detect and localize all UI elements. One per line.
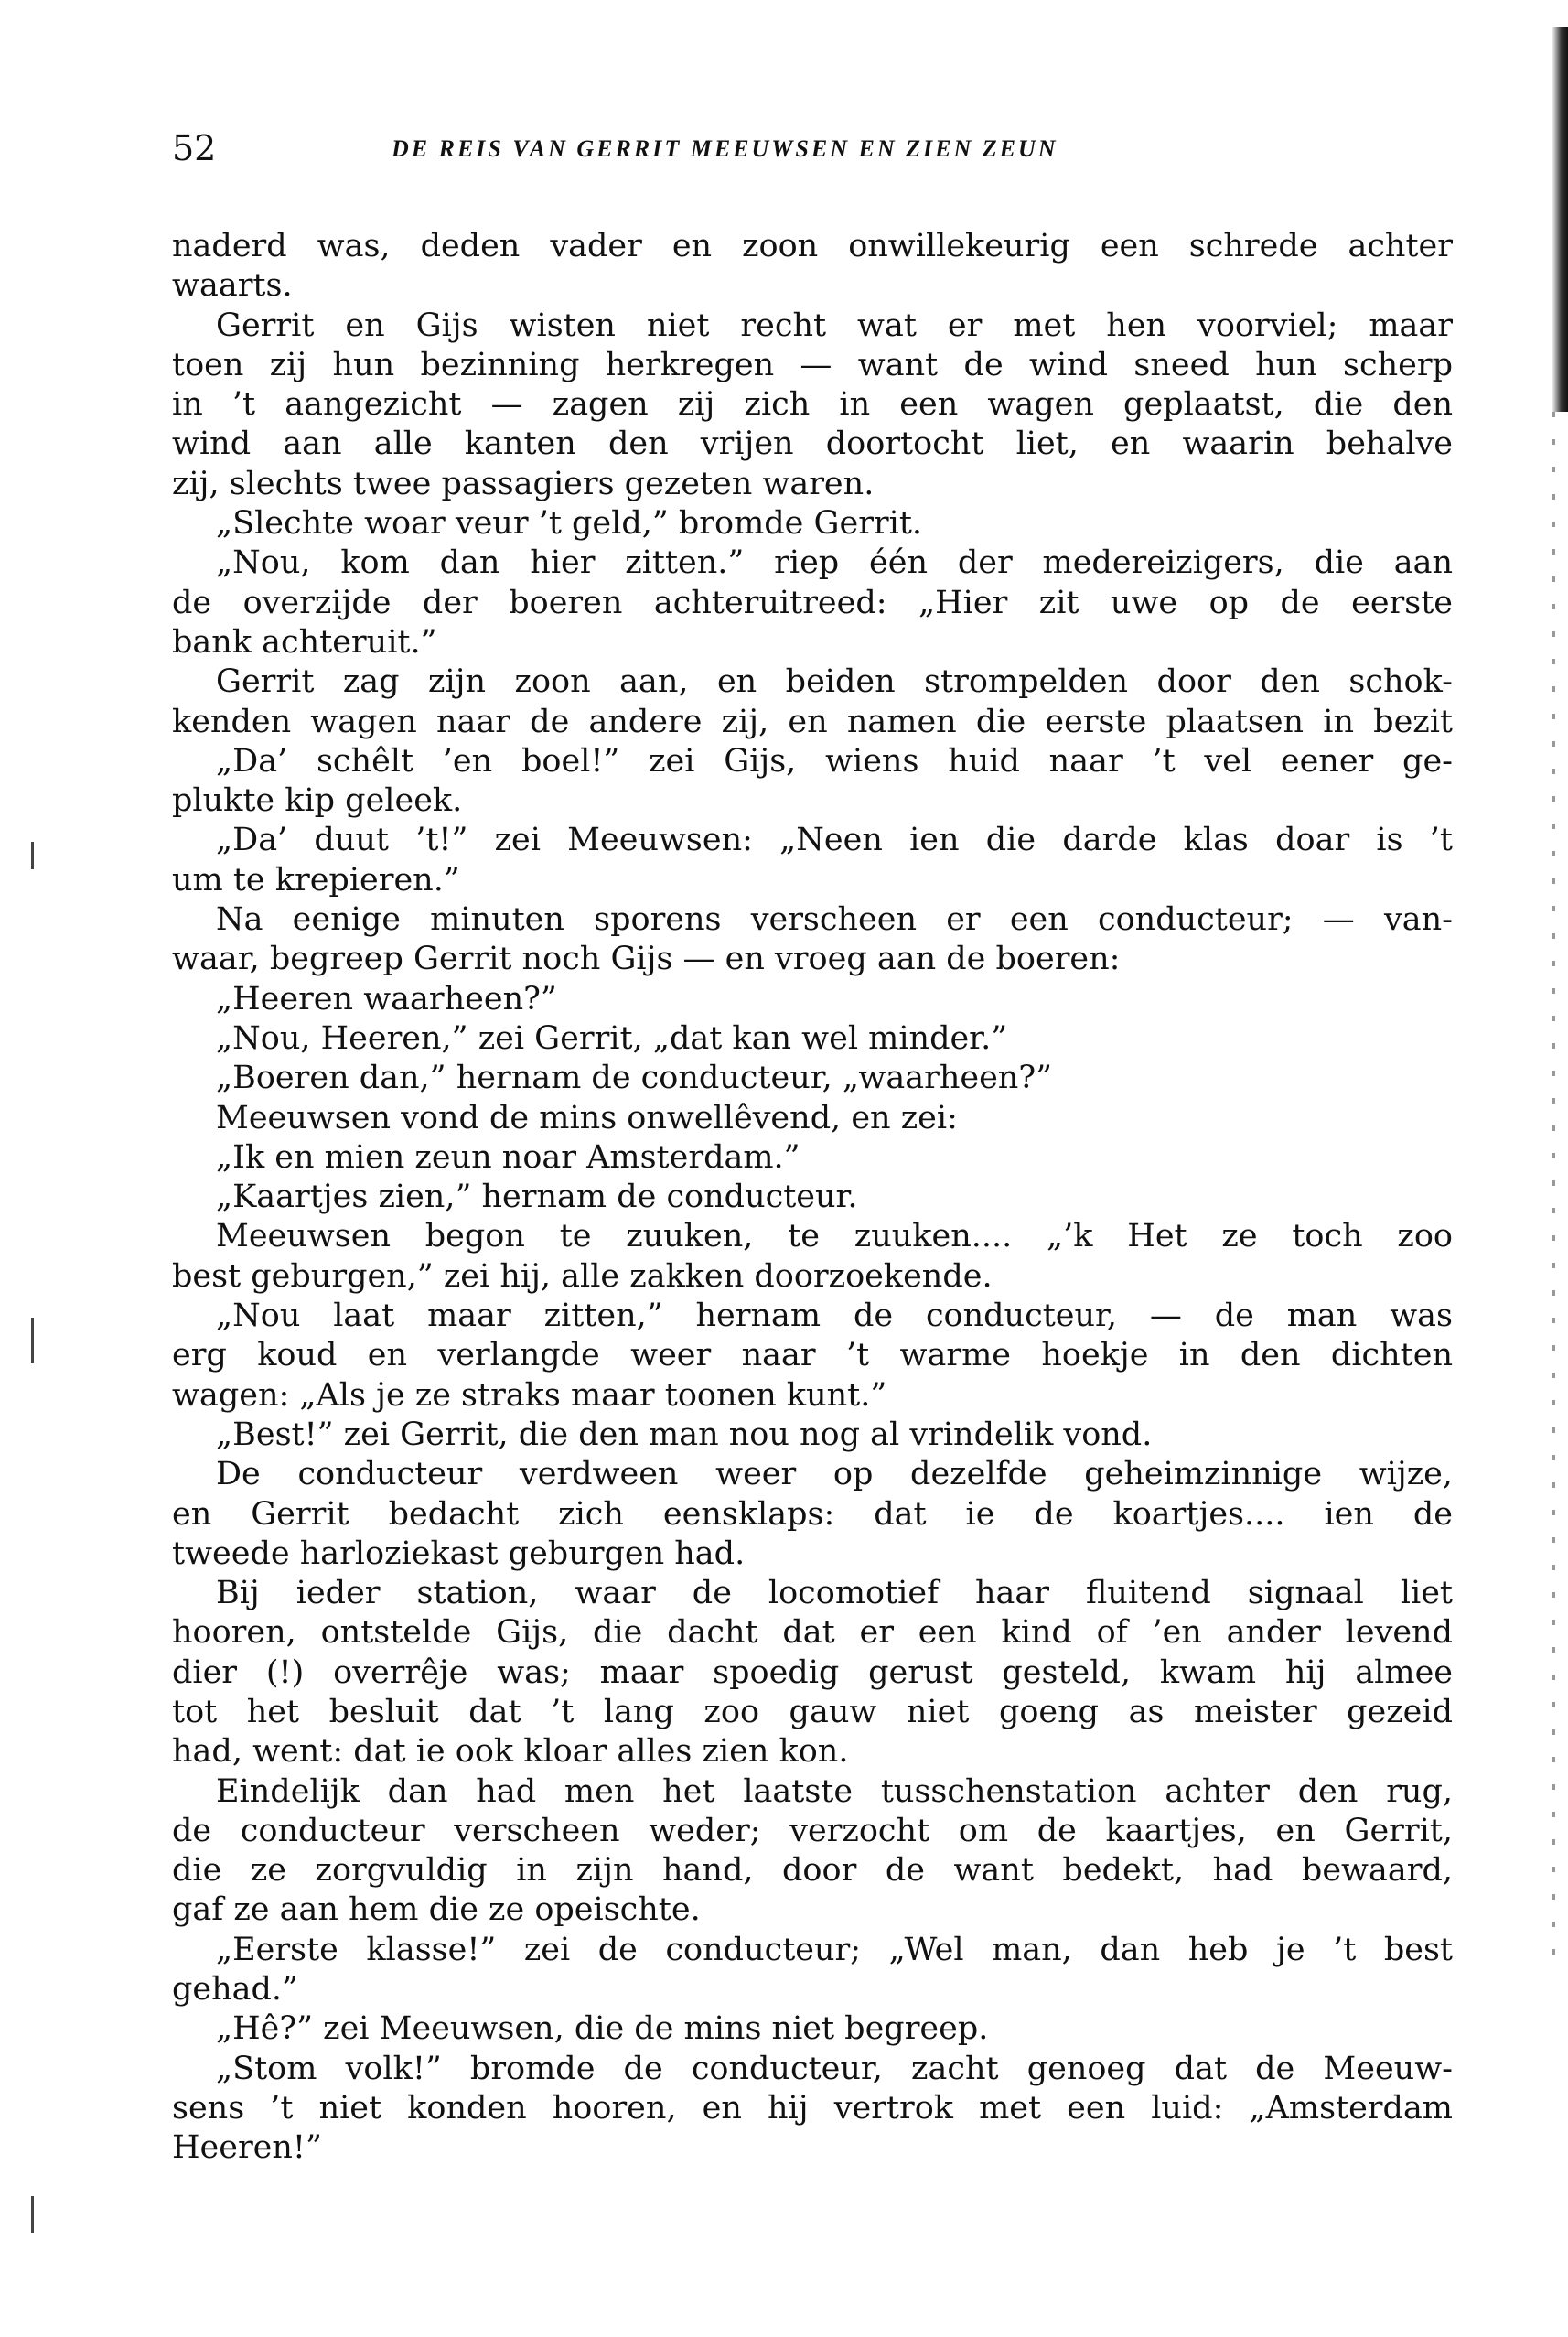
text-line: De conducteur verdween weer op dezelfde geheimzinnige wijze, [216,1456,1453,1493]
text-line: gehad.” [172,1971,298,2009]
text-line: waar, begreep Gerrit noch Gijs — en vroeg aan de boeren: [172,941,1121,978]
text-line: Na eenige minuten sporens verscheen er een conducteur; — van- [216,901,1453,939]
text-line: sens ’t niet konden hooren, en hij vertrok met een luid: „Amsterdam [172,2089,1453,2127]
text-line: plukte kip geleek. [172,782,463,820]
text-line: naderd was, deden vader en zoon onwillekeurig een schrede achter [172,228,1453,264]
text-line: Gerrit en Gijs wisten niet recht wat er met hen voorviel; maar [216,307,1453,344]
text-line: „Eerste klasse!” zei de conducteur; „Wel man, dan heb je ’t best [216,1931,1453,1968]
text-line: Gerrit zag zijn zoon aan, en beiden strompelden door den schok- [216,663,1453,701]
text-line: „Hê?” zei Meeuwsen, die de mins niet begreep. [216,2010,989,2048]
text-line: best geburgen,” zei hij, alle zakken doorzoekende. [172,1257,993,1295]
text-line: en Gerrit bedacht zich eensklaps: dat ie de koartjes.... ien de [172,1495,1453,1533]
text-line: had, went: dat ie ook kloar alles zien kon. [172,1733,849,1771]
text-line: „Da’ duut ’t!” zei Meeuwsen: „Neen ien die darde klas doar is ’t [216,822,1453,859]
text-line: um te krepieren.” [172,861,460,899]
text-line: Meeuwsen begon te zuuken, te zuuken.... „’k Het ze toch zoo [216,1218,1453,1255]
text-line: kenden wagen naar de andere zij, en namen die eerste plaatsen in bezit [172,703,1453,740]
text-line: „Da’ schêlt ’en boel!” zei Gijs, wiens huid naar ’t vel eener ge- [216,742,1453,780]
text-line: wind aan alle kanten den vrijen doortocht liet, en waarin behalve [172,425,1453,463]
text-line: de conducteur verscheen weder; verzocht om de kaartjes, en Gerrit, [172,1812,1453,1849]
text-line: „Best!” zei Gerrit, die den man nou nog al vrindelik vond. [216,1416,1153,1453]
text-line: in ’t aangezicht — zagen zij zich in een wagen geplaatst, die den [172,386,1453,424]
text-line: „Nou laat maar zitten,” hernam de conducteur, — de man was [216,1298,1453,1335]
text-line: „Kaartjes zien,” hernam de conducteur. [216,1179,858,1216]
page-edge-speckle [1552,412,1555,1967]
text-line: die ze zorgvuldig in zijn hand, door de want bedekt, had bewaard, [172,1852,1453,1890]
text-line: Eindelijk dan had men het laatste tusschenstation achter den rug, [216,1772,1453,1810]
text-line: wagen: „Als je ze straks maar toonen kunt.” [172,1376,887,1414]
page-header [172,128,1462,183]
text-line: „Nou, Heeren,” zei Gerrit, „dat kan wel minder.” [216,1019,1008,1057]
text-line: Bij ieder station, waar de locomotief haar fluitend signaal liet [216,1575,1453,1612]
body-text [172,227,1453,2169]
text-line: „Slechte woar veur ’t geld,” bromde Gerrit. [216,505,923,543]
text-line: toen zij hun bezinning herkregen — want de wind sneed hun scherp [172,346,1453,383]
text-line: dier (!) overrêje was; maar spoedig gerust gesteld, kwam hij almee [172,1653,1453,1691]
margin-mark [31,842,34,869]
text-line: waarts. [172,267,293,305]
text-line: Meeuwsen vond de mins onwellêvend, en zei: [216,1099,958,1136]
text-line: tweede harloziekast geburgen had. [172,1535,746,1572]
margin-mark [31,1318,34,1363]
page-edge-shadow [1552,27,1568,412]
text-line: „Nou, kom dan hier zitten.” riep één der medereizigers, die aan [216,544,1453,582]
text-line: hooren, ontstelde Gijs, die dacht dat er een kind of ’en ander levend [172,1614,1453,1652]
text-line: „Heeren waarheen?” [216,980,557,1018]
margin-mark [31,2196,34,2233]
page-number: 52 [172,128,217,168]
text-line: „Boeren dan,” hernam de conducteur, „waarheen?” [216,1060,1052,1097]
running-head: DE REIS VAN GERRIT MEEUWSEN EN ZIEN ZEUN [392,135,1058,162]
text-line: „Ik en mien zeun noar Amsterdam.” [216,1138,800,1176]
text-line: tot het besluit dat ’t lang zoo gauw niet goeng as meister gezeid [172,1693,1453,1730]
text-line: gaf ze aan hem die ze opeischte. [172,1891,701,1929]
text-line: Heeren!” [172,2129,322,2167]
text-line: de overzijde der boeren achteruitreed: „Hier zit uwe op de eerste [172,584,1453,621]
text-line: bank achteruit.” [172,623,437,661]
text-line: zij, slechts twee passagiers gezeten waren. [172,465,875,502]
text-line: „Stom volk!” bromde de conducteur, zacht genoeg dat de Meeuw- [216,2050,1453,2087]
text-line: erg koud en verlangde weer naar ’t warme hoekje in den dichten [172,1337,1453,1374]
